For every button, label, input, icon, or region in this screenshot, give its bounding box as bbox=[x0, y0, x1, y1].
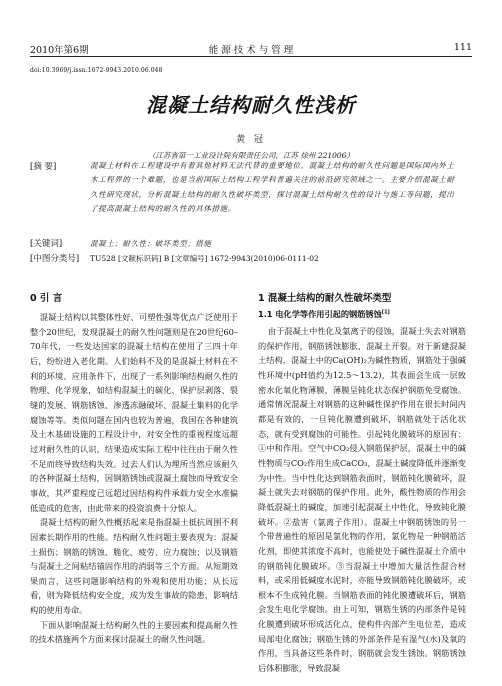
classification-text: TU528 [文献标识码] B [文章编号] 1672-9943(2010)06-0111-02 bbox=[90, 254, 319, 263]
abstract-text: 混凝土材料在工程建设中有着其他材料无法代替的重要地位。混凝土结构的耐久性问题是国际国内外土木工程界的一个难题，也是当前国际土结构工程学科普遍关注的前沿研究领域之一。主要介绍混凝土耐久性研究现状，分析混凝土结构的耐久性破坏类型，探讨混凝土结构耐久性的设计与施工等问题，提出了提高混凝土结构的耐久性的具体措施。 bbox=[90, 161, 455, 213]
issue-number: 2010年第6期 bbox=[30, 45, 89, 56]
citation-ref: [1] bbox=[381, 309, 390, 316]
classification-label: [中图分类号] bbox=[30, 254, 80, 264]
section-1-heading: 1 混凝土结构的耐久性破坏类型 bbox=[258, 293, 392, 304]
subsection-1-1-heading bbox=[258, 309, 390, 320]
keywords-label: [关键词] bbox=[30, 239, 63, 249]
abstract-label: [摘 要] bbox=[30, 162, 57, 172]
right-column bbox=[258, 324, 466, 676]
paragraph: 混凝土结构的耐久性概括起来是指混凝土抵抗周围不利因素长期作用的性能。结构耐久性问题主要表现为：混凝土损伤；钢筋的锈蚀、脆化、疲劳、应力腐蚀；以及钢筋与混凝土之间粘结锚固作用的消弱等三个方面。从短期效果而言，这些问题影响结构的外观和使用功能；从长远看，则为降低结构安全度，成为发生事故的隐患，影响结构的使用寿命。 bbox=[30, 517, 238, 616]
keywords-text: 混凝土；耐久性；破坏类型；措施 bbox=[90, 239, 212, 248]
paragraph: 由于混凝土中性化及氯离子的侵蚀，混凝土失去对钢筋的保护作用，钢筋锈蚀膨胀，混凝土开裂。对于新建混凝土结构，混凝土中的Ca(OH)₂为碱性物质，钢筋处于强碱性环境中(pH值约为12.5～13.2)，其表面会生成一层致密水化氧化物薄膜，薄膜呈钝化状态保护钢筋免受腐蚀。通常情况混凝土对钢筋的这种碱性保护作用在很长时间内都是有效的，一旦钝化膜遭到破坏，钢筋就处于活化状态，就有受到腐蚀的可能性。引起钝化膜破坏的原因有：①中和作用。空气中CO₂侵入钢筋保护层，混凝土中的碱性物质与CO₂作用生成CaCO₃，混凝土碱度降低并逐渐变为中性。当中性化达到钢筋表面时，钢筋钝化膜破坏，混凝土就失去对钢筋的保护作用。此外，酸性物质的作用会降低混凝土的碱度，加速引起混凝土中性化，导致钝化膜破坏。②盐害（氯离子作用）。混凝土中钢筋锈蚀的另一个带普遍性的原因是氯化物的作用，氯化物是一种钢筋活化剂，即使其浓度不高时，也能使处于碱性混凝土介质中的钢筋钝化膜破坏。③当混凝土中增加大量活性混合材料，或采用低碱度水泥时，亦能导致钢筋钝化膜破坏，或根本不生成钝化膜。当钢筋表面的钝化膜遭破坏后，钢筋会发生电化学腐蚀。由上可知，钢筋生锈的内部条件是钝化膜遭到破坏形成活化点，使构件内部产生电位差，造成局部电化腐蚀；钢筋生锈的外部条件是有湿气(水)及氧的作用，当具备这些条件时，钢筋就会发生锈蚀。钢筋锈蚀后体积膨胀，导致混凝 bbox=[258, 326, 466, 674]
page-number: 111 bbox=[453, 42, 472, 53]
doi: doi:10.3969/j.issn.1672-9943.2010.06.048 bbox=[30, 67, 163, 74]
left-column bbox=[30, 310, 238, 647]
author: 黄 冠 bbox=[236, 135, 266, 145]
journal-name: 能 源 技 术 与 管 理 bbox=[208, 45, 294, 56]
header-rule bbox=[30, 56, 472, 57]
subsection-title: 1.1 电化学等作用引起的钢筋锈蚀 bbox=[258, 309, 382, 319]
article-title: 混凝土结构耐久性浅析 bbox=[146, 93, 356, 117]
paragraph: 混凝土结构以其整体性好、可塑性强等优点广泛使用于整个20世纪，发现混凝土的耐久性问题则是在20世纪60–70年代，一些发达国家的混凝土结构在使用了三四十年后，纷纷进入老化期。人们始料不及的是混凝土材料在不利的环境、应用条件下，出现了一系列影响结构耐久性的物理、化学现象，如结构混凝土的碳化、保护层剥落、裂缝的发展、钢筋锈蚀、渗透冻融破坏、混凝土集料的化学腐蚀等等。类似问题在国内也较为普遍，我国在各种建筑及土木基础设施的工程设计中，对安全性的重视程度远超过对耐久性的认识，结果造成实际工程中往往由于耐久性不足而终导致结构失效。过去人们认为埋所当然应该耐久的各种混凝土结构，因钢筋锈蚀或混凝土腐蚀而导致安全事故，其严重程度已远超过因结构构件承载力安全水准偏低造成的危害，由此带来的投资浪费十分惊人。 bbox=[30, 312, 238, 513]
affiliation: （江苏省第一工业设计院有限责任公司，江苏 徐州 221006） bbox=[148, 151, 354, 160]
section-0-heading: 0 引 言 bbox=[30, 293, 63, 304]
paragraph: 下面从影响混凝土结构耐久性的主要因素和提高耐久性的技术措施两个方面来探讨混凝土的耐久性问题。 bbox=[30, 619, 238, 645]
